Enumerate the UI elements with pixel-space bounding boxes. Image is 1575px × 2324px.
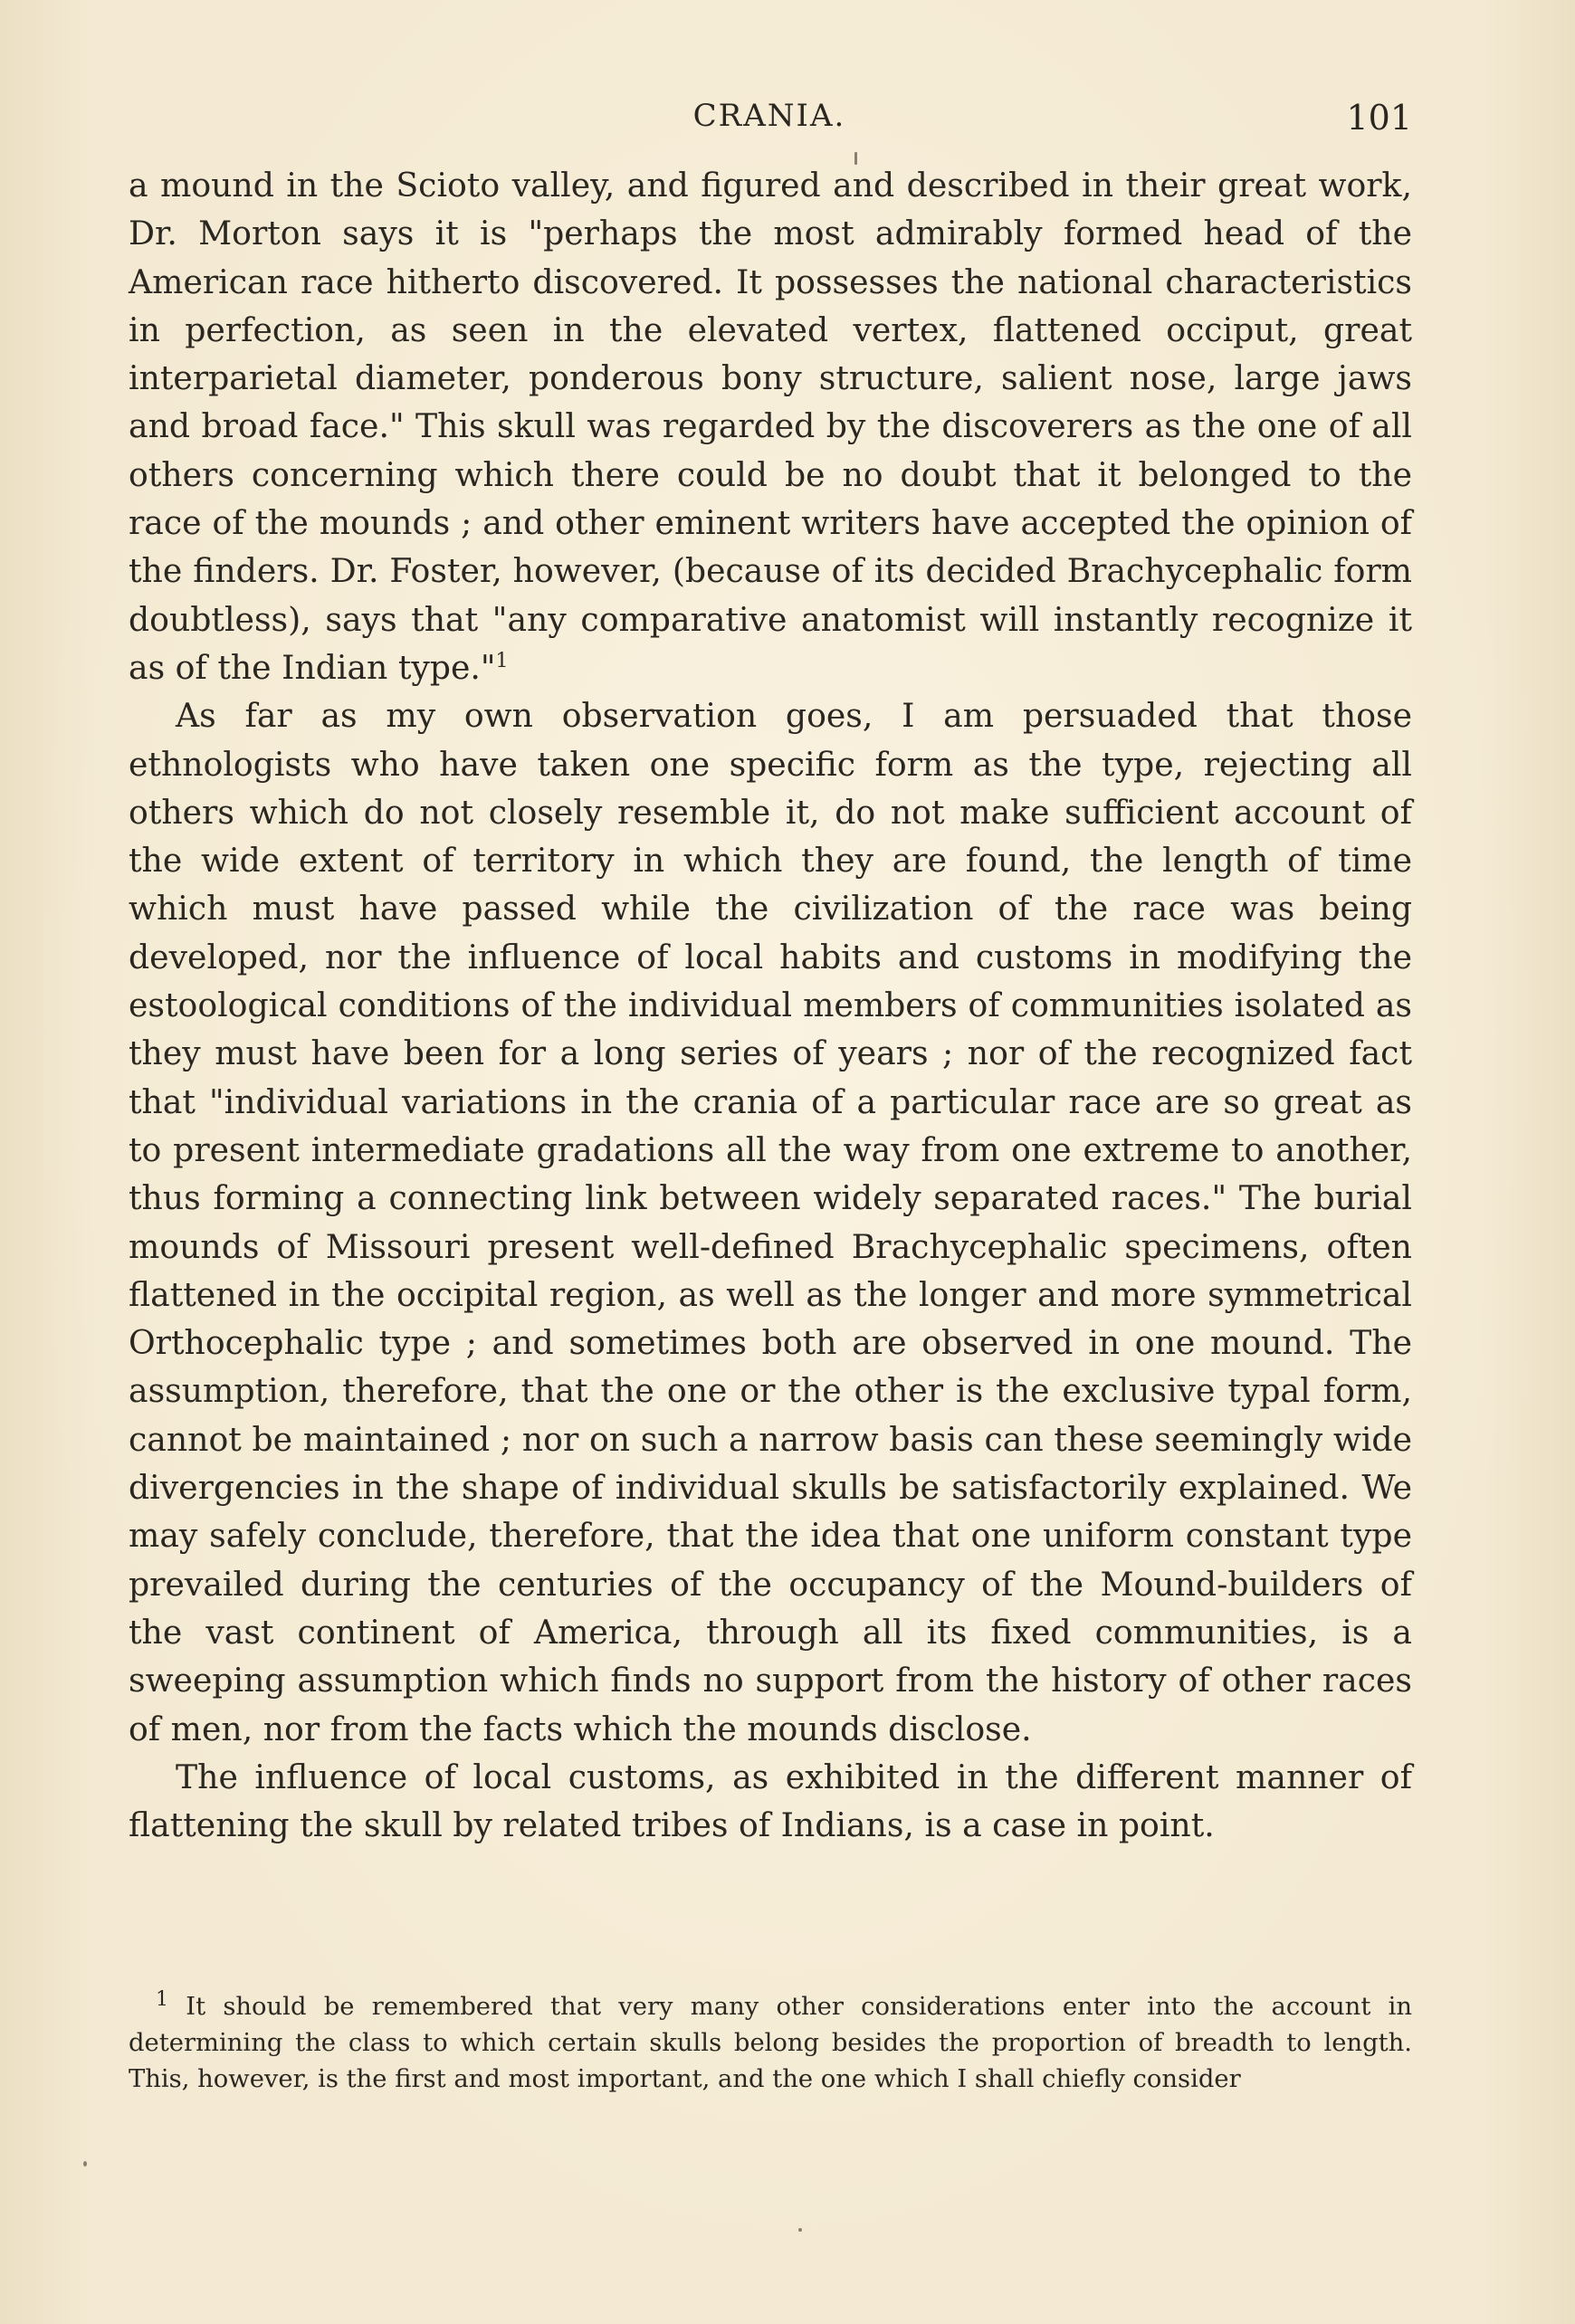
body-text: [129, 161, 1412, 1849]
running-head: CRANIA.: [692, 98, 846, 134]
footnote-text: It should be remembered that very many other considerations enter into the account in determining the class to which certain skulls belong besides the proportion of breadth to length. This, however, is the first and most important, and the one which I shall chiefly consider: [129, 1993, 1412, 2093]
paper-speck: [83, 2161, 87, 2167]
paragraph-text: The influence of local customs, as exhibited in the different manner of flattening the skull by related tribes of Indians, is a case in point.: [129, 1757, 1412, 1845]
paragraph-text: As far as my own observation goes, I am persuaded that those ethnologists who have taken one specific form as the type, rejecting all others which do not closely resemble it, do not make sufficient account of the wide extent of territory in which they are found, the length of time which must have passed while the civilization of the race was being developed, nor the influence of local habits and customs in modifying the estoological conditions of the individual members of communities isolated as they must have been for a long series of years ; nor of the recognized fact that "individual variations in the crania of a particular race are so great as to present intermediate gradations all the way from one extreme to another, thus forming a connecting link between widely separated races." The burial mounds of Missouri present well-defined Brachycephalic specimens, often flattened in the occipital region, as well as the longer and more symmetrical Orthocephalic type ; and sometimes both are observed in one mound. The assumption, therefore, that the one or the other is the exclusive typal form, cannot be maintained ; nor on such a narrow basis can these seemingly wide divergencies in the shape of individual skulls be satisfactorily explained. We may safely conclude, therefore, that the idea that one uniform constant type prevailed during the centuries of the occupancy of the Mound-builders of the vast continent of America, through all its fixed communities, is a sweeping assumption which finds no support from the history of other races of men, nor from the facts which the mounds disclose.: [129, 696, 1412, 1748]
footnote: [129, 1989, 1412, 2098]
paragraph: [129, 1753, 1412, 1850]
paragraph: [129, 691, 1412, 1753]
page-number: 101: [1346, 98, 1412, 138]
footnote-reference: 1: [495, 649, 509, 672]
footnote-mark: 1: [156, 1987, 168, 2011]
paragraph-continued: [129, 161, 1412, 691]
paper-speck: [854, 152, 857, 165]
footnotes: [129, 1989, 1412, 2098]
paragraph-text: a mound in the Scioto valley, and figured and described in their great work, Dr. Morton says it is "perhaps the most admirably formed head of the American race hitherto discovered. It possesses the national characteristics in perfection, as seen in the elevated vertex, flattened occiput, great interparietal diameter, ponderous bony structure, salient nose, large jaws and broad face." This skull was regarded by the discoverers as the one of all others concerning which there could be no doubt that it belonged to the race of the mounds ; and other eminent writers have accepted the opinion of the finders. Dr. Foster, however, (because of its decided Brachycephalic form doubtless), says that "any comparative anatomist will instantly recognize it as of the Indian type.": [129, 166, 1412, 687]
page-header: [127, 98, 1412, 143]
paper-speck: [798, 2228, 802, 2232]
